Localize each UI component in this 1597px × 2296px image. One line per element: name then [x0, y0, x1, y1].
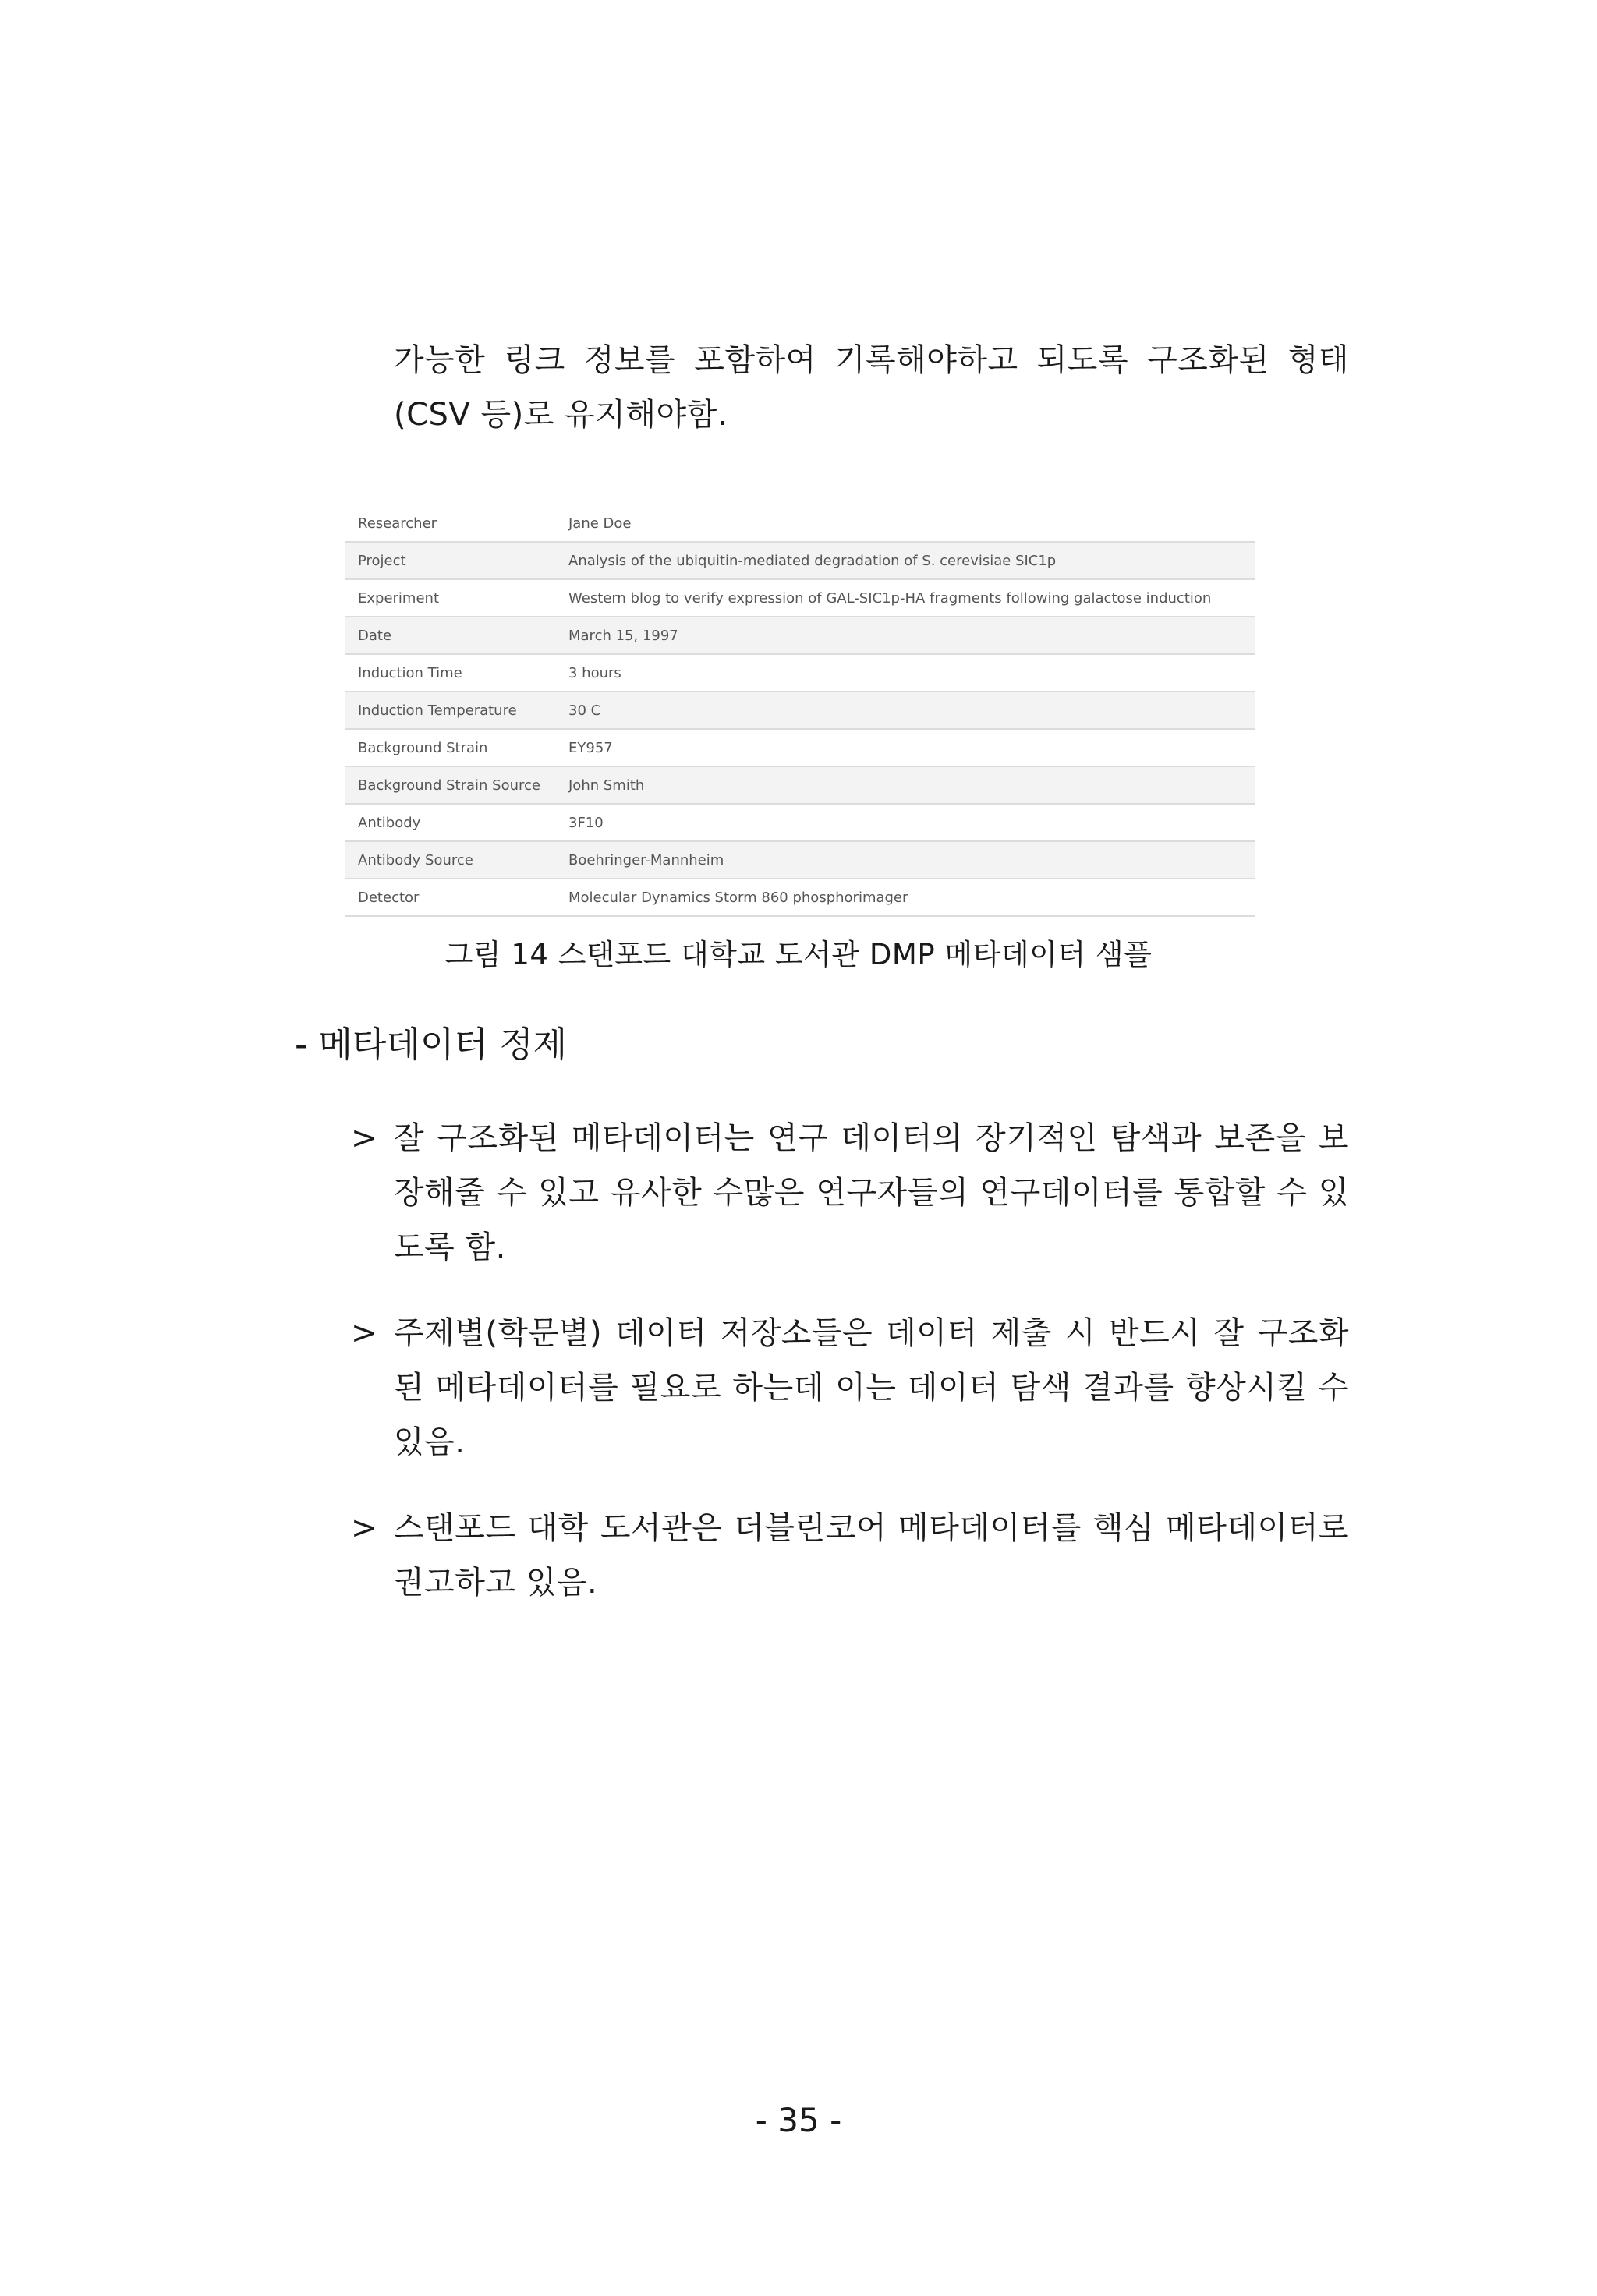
bullet-marker: >: [351, 1315, 377, 1351]
table-key-cell: Antibody: [345, 804, 555, 841]
table-key-cell: Project: [345, 542, 555, 579]
intro-paragraph: 가능한 링크 정보를 포함하여 기록해야하고 되도록 구조화된 형태 (CSV 등)로 유지해야함.: [394, 342, 1349, 433]
table-key-cell: Researcher: [358, 515, 437, 532]
table-key-cell: Date: [345, 617, 555, 654]
table-row: [345, 766, 1255, 804]
metadata-sample-figure: [345, 505, 1255, 917]
table-value-cell: Jane Doe: [568, 515, 632, 532]
table-value-cell: EY957: [555, 729, 1255, 766]
table-row: [345, 505, 1255, 542]
table-value-cell: Boehringer-Mannheim: [555, 841, 1255, 879]
table-key-cell: Induction Temperature: [345, 692, 555, 729]
table-row: [345, 841, 1255, 879]
bullet-text: 주제별(학문별) 데이터 저장소들은 데이터 제출 시 반드시 잘 구조화된 메타데이터를 필요로 하는데 이는 데이터 탐색 결과를 향상시킬 수 있음.: [394, 1315, 1349, 1460]
table-value-cell: 30 C: [555, 692, 1255, 729]
section-heading: - 메타데이터 정제: [295, 1024, 568, 1065]
table-value-cell: March 15, 1997: [555, 617, 1255, 654]
table-value-cell: John Smith: [555, 766, 1255, 804]
table-value-cell: 3F10: [555, 804, 1255, 841]
table-row: [345, 617, 1255, 654]
table-value-cell: Analysis of the ubiquitin-mediated degradation of S. cerevisiae SIC1p: [555, 542, 1255, 579]
table-row: [345, 542, 1255, 579]
table-key-cell: Background Strain: [345, 729, 555, 766]
figure-caption: 그림 14 스탠포드 대학교 도서관 DMP 메타데이터 샘플: [444, 938, 1153, 971]
table-key-cell: Detector: [345, 879, 555, 916]
table-key-cell: Experiment: [345, 579, 555, 617]
table-value-cell: Western blog to verify expression of GAL-SIC1p-HA fragments following galactose induction: [555, 579, 1255, 617]
table-value-cell: Molecular Dynamics Storm 860 phosphorimager: [555, 879, 1255, 916]
table-row: [345, 879, 1255, 916]
table-row: [345, 692, 1255, 729]
table-row: [345, 654, 1255, 692]
table-value-cell: 3 hours: [555, 654, 1255, 692]
bullet-marker: >: [351, 1510, 377, 1546]
table-row: [345, 579, 1255, 617]
table-key-cell: Background Strain Source: [345, 766, 555, 804]
table-key-cell: Antibody Source: [345, 841, 555, 879]
metadata-table: [345, 505, 1255, 917]
table-row: [345, 804, 1255, 841]
table-key-cell: Induction Time: [345, 654, 555, 692]
bullet-text: 스탠포드 대학 도서관은 더블린코어 메타데이터를 핵심 메타데이터로 권고하고 있음.: [394, 1510, 1349, 1601]
bullet-marker: >: [351, 1120, 377, 1156]
page-number: - 35 -: [755, 2101, 842, 2139]
bullet-text: 잘 구조화된 메타데이터는 연구 데이터의 장기적인 탐색과 보존을 보장해줄 수 있고 유사한 수많은 연구자들의 연구데이터를 통합할 수 있도록 함.: [394, 1120, 1349, 1265]
table-row: [345, 729, 1255, 766]
